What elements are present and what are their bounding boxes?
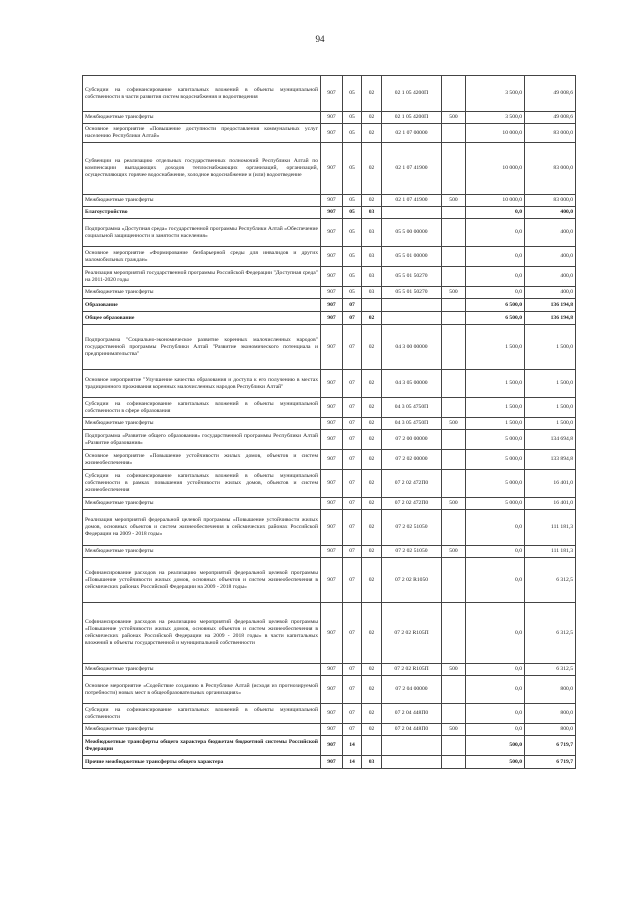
cell-amount-2: 83 000,0 — [525, 195, 576, 207]
cell-name: Межбюджетные трансферты — [83, 664, 321, 676]
cell-section: 07 — [343, 676, 362, 704]
table-row — [83, 664, 576, 676]
cell-expense-type: 500 — [442, 418, 466, 430]
cell-amount-2: 6 719,7 — [525, 736, 576, 756]
cell-section: 07 — [343, 724, 362, 736]
cell-amount-1: 5 000,0 — [466, 430, 525, 450]
table-row — [83, 546, 576, 558]
cell-name: Межбюджетные трансферты — [83, 287, 321, 299]
cell-expense-type: 500 — [442, 664, 466, 676]
cell-section: 05 — [343, 195, 362, 207]
cell-amount-1: 0,0 — [466, 510, 525, 546]
cell-name: Благоустройство — [83, 207, 321, 219]
cell-amount-1: 0,0 — [466, 219, 525, 247]
cell-target-article — [382, 756, 442, 769]
cell-expense-type — [442, 370, 466, 398]
cell-admin-code: 907 — [321, 664, 343, 676]
cell-section: 07 — [343, 312, 362, 325]
cell-expense-type — [442, 470, 466, 498]
page-number: 94 — [315, 34, 325, 44]
cell-amount-1: 0,0 — [466, 546, 525, 558]
cell-name: Межбюджетные трансферты — [83, 498, 321, 510]
cell-section: 07 — [343, 498, 362, 510]
cell-subsection: 02 — [362, 312, 382, 325]
cell-target-article: 02 1 07 00000 — [382, 124, 442, 143]
cell-name: Межбюджетные трансферты общего характера бюджетам бюджетной системы Российской Федерации — [83, 736, 321, 756]
cell-target-article: 07 2 00 00000 — [382, 430, 442, 450]
cell-expense-type: 500 — [442, 546, 466, 558]
cell-target-article: 04 3 00 00000 — [382, 325, 442, 370]
cell-name: Субсидии на софинансирование капитальных вложений в объекты муниципальной собственности в части развития систем водоснабжения и водоотведения — [83, 76, 321, 112]
cell-name: Субвенции на реализацию отдельных государственных полномочий Республики Алтай по компенсации выпадающих доходов теплоснабжающих организаций, организаций, осуществляющих горячее водоснабжение, холодное водоснабжение и (или) водоотведение — [83, 143, 321, 195]
cell-subsection: 03 — [362, 219, 382, 247]
cell-amount-2: 16 401,0 — [525, 470, 576, 498]
cell-name: Софинансирование расходов на реализацию мероприятий федеральной целевой программы «Повышение устойчивости жилых домов, основных объектов и систем жизнеобеспечения в сейсмических районах Российской Федерации на 2009 - 2018 годы» — [83, 558, 321, 603]
cell-amount-2: 800,0 — [525, 704, 576, 724]
cell-target-article: 07 2 04 00000 — [382, 676, 442, 704]
table-row — [83, 299, 576, 312]
cell-admin-code: 907 — [321, 247, 343, 267]
table-row — [83, 124, 576, 143]
cell-amount-1: 5 000,0 — [466, 450, 525, 470]
cell-name: Основное мероприятие «Формирование безбарьерной среды для инвалидов и других маломобильных граждан» — [83, 247, 321, 267]
table-row — [83, 724, 576, 736]
cell-section: 05 — [343, 287, 362, 299]
cell-expense-type — [442, 267, 466, 287]
cell-section: 07 — [343, 398, 362, 418]
table-row — [83, 219, 576, 247]
cell-subsection: 02 — [362, 195, 382, 207]
cell-amount-1: 0,0 — [466, 664, 525, 676]
cell-amount-2: 1 500,0 — [525, 398, 576, 418]
table-row — [83, 195, 576, 207]
cell-name: Межбюджетные трансферты — [83, 195, 321, 207]
cell-target-article: 02 1 05 4200П — [382, 76, 442, 112]
cell-subsection: 03 — [362, 247, 382, 267]
cell-expense-type — [442, 704, 466, 724]
cell-amount-2: 134 694,8 — [525, 430, 576, 450]
table-row — [83, 143, 576, 195]
cell-subsection: 03 — [362, 207, 382, 219]
cell-subsection: 02 — [362, 143, 382, 195]
cell-expense-type — [442, 143, 466, 195]
cell-amount-1: 0,0 — [466, 603, 525, 664]
cell-admin-code: 907 — [321, 398, 343, 418]
cell-amount-2: 400,0 — [525, 207, 576, 219]
cell-amount-1: 10 000,0 — [466, 195, 525, 207]
cell-name: Межбюджетные трансферты — [83, 112, 321, 124]
cell-admin-code: 907 — [321, 124, 343, 143]
cell-amount-2: 49 008,6 — [525, 112, 576, 124]
cell-admin-code: 907 — [321, 312, 343, 325]
cell-expense-type — [442, 510, 466, 546]
cell-target-article — [382, 299, 442, 312]
cell-section: 05 — [343, 219, 362, 247]
cell-amount-1: 5 000,0 — [466, 470, 525, 498]
cell-amount-1: 0,0 — [466, 724, 525, 736]
cell-target-article: 05 5 01 50270 — [382, 287, 442, 299]
cell-section: 14 — [343, 736, 362, 756]
cell-subsection: 02 — [362, 546, 382, 558]
cell-expense-type — [442, 603, 466, 664]
cell-amount-2: 400,0 — [525, 287, 576, 299]
cell-target-article: 07 2 02 51050 — [382, 546, 442, 558]
table-row — [83, 267, 576, 287]
cell-amount-1: 0,0 — [466, 267, 525, 287]
cell-section: 07 — [343, 450, 362, 470]
cell-target-article: 07 2 02 00000 — [382, 450, 442, 470]
cell-target-article: 07 2 02 472П0 — [382, 470, 442, 498]
cell-expense-type — [442, 76, 466, 112]
cell-amount-2: 1 500,0 — [525, 418, 576, 430]
cell-subsection: 02 — [362, 664, 382, 676]
cell-admin-code: 907 — [321, 498, 343, 510]
cell-amount-2: 83 000,0 — [525, 143, 576, 195]
cell-amount-1: 0,0 — [466, 704, 525, 724]
cell-subsection: 02 — [362, 398, 382, 418]
cell-expense-type — [442, 247, 466, 267]
cell-name: Софинансирование расходов на реализацию мероприятий федеральной целевой программы «Повышение устойчивости жилых домов, основных объектов и систем жизнеобеспечения в сейсмических районах Российской Федерации на 2009 - 2018 годы» в части капитальных вложений в объекты государственной и муниципальной собственности — [83, 603, 321, 664]
cell-admin-code: 907 — [321, 267, 343, 287]
cell-amount-2: 136 194,8 — [525, 299, 576, 312]
table-row — [83, 325, 576, 370]
cell-admin-code: 907 — [321, 756, 343, 769]
cell-amount-1: 10 000,0 — [466, 143, 525, 195]
cell-section: 07 — [343, 470, 362, 498]
cell-amount-2: 6 312,5 — [525, 558, 576, 603]
cell-section: 05 — [343, 267, 362, 287]
cell-admin-code: 907 — [321, 76, 343, 112]
cell-admin-code: 907 — [321, 603, 343, 664]
cell-subsection — [362, 299, 382, 312]
cell-section: 07 — [343, 510, 362, 546]
table-row — [83, 510, 576, 546]
table-row — [83, 558, 576, 603]
cell-subsection: 02 — [362, 76, 382, 112]
cell-subsection: 02 — [362, 470, 382, 498]
cell-expense-type — [442, 450, 466, 470]
cell-section: 07 — [343, 664, 362, 676]
cell-admin-code: 907 — [321, 219, 343, 247]
cell-amount-1: 1 500,0 — [466, 325, 525, 370]
table-row — [83, 76, 576, 112]
cell-section: 05 — [343, 124, 362, 143]
cell-admin-code: 907 — [321, 287, 343, 299]
cell-subsection: 02 — [362, 325, 382, 370]
cell-target-article: 07 2 02 R105П — [382, 603, 442, 664]
cell-target-article: 02 1 05 4200П — [382, 112, 442, 124]
cell-name: Основное мероприятие "Улучшение качества образования и доступа к его получению в местах традиционного проживания коренных малочисленных народов Республики Алтай" — [83, 370, 321, 398]
cell-admin-code: 907 — [321, 676, 343, 704]
cell-section: 07 — [343, 430, 362, 450]
cell-amount-2: 400,0 — [525, 267, 576, 287]
budget-table — [82, 75, 576, 769]
cell-amount-1: 3 500,0 — [466, 112, 525, 124]
table-row — [83, 676, 576, 704]
cell-expense-type — [442, 676, 466, 704]
cell-target-article: 05 5 01 00000 — [382, 247, 442, 267]
cell-admin-code: 907 — [321, 143, 343, 195]
cell-admin-code: 907 — [321, 195, 343, 207]
table-row — [83, 704, 576, 724]
table-row — [83, 112, 576, 124]
table-body — [83, 76, 576, 769]
table-row — [83, 312, 576, 325]
cell-amount-1: 5 000,0 — [466, 498, 525, 510]
cell-section: 05 — [343, 143, 362, 195]
cell-subsection: 02 — [362, 418, 382, 430]
cell-name: Образование — [83, 299, 321, 312]
cell-expense-type: 500 — [442, 498, 466, 510]
cell-amount-1: 6 500,0 — [466, 299, 525, 312]
cell-expense-type: 500 — [442, 112, 466, 124]
cell-expense-type — [442, 219, 466, 247]
cell-amount-2: 111 181,3 — [525, 546, 576, 558]
cell-admin-code: 907 — [321, 299, 343, 312]
cell-subsection — [362, 736, 382, 756]
cell-name: Основное мероприятие «Содействие созданию в Республике Алтай (исходя из прогнозируемой потребности) новых мест в общеобразовательных организациях» — [83, 676, 321, 704]
cell-amount-1: 0,0 — [466, 287, 525, 299]
cell-amount-2: 6 312,5 — [525, 664, 576, 676]
cell-subsection: 02 — [362, 112, 382, 124]
cell-amount-2: 16 401,0 — [525, 498, 576, 510]
cell-expense-type — [442, 325, 466, 370]
cell-amount-1: 3 500,0 — [466, 76, 525, 112]
cell-section: 07 — [343, 558, 362, 603]
cell-subsection: 03 — [362, 267, 382, 287]
cell-admin-code: 907 — [321, 558, 343, 603]
cell-name: Подпрограмма "Социально-экономическое развитие коренных малочисленных народов" государственной программы Республики Алтай "Развитие экономического потенциала и предпринимательства" — [83, 325, 321, 370]
cell-amount-2: 49 008,6 — [525, 76, 576, 112]
table-row — [83, 247, 576, 267]
cell-target-article — [382, 207, 442, 219]
cell-amount-2: 800,0 — [525, 676, 576, 704]
cell-target-article — [382, 312, 442, 325]
cell-name: Прочие межбюджетные трансферты общего характера — [83, 756, 321, 769]
cell-amount-1: 0,0 — [466, 207, 525, 219]
cell-expense-type — [442, 756, 466, 769]
cell-expense-type: 500 — [442, 195, 466, 207]
cell-target-article: 02 1 07 41900 — [382, 143, 442, 195]
cell-target-article: 07 2 04 448П0 — [382, 724, 442, 736]
cell-subsection: 02 — [362, 430, 382, 450]
cell-expense-type — [442, 558, 466, 603]
cell-admin-code: 907 — [321, 418, 343, 430]
cell-subsection: 02 — [362, 370, 382, 398]
table-row — [83, 470, 576, 498]
cell-amount-2: 400,0 — [525, 219, 576, 247]
cell-admin-code: 907 — [321, 470, 343, 498]
cell-amount-1: 0,0 — [466, 247, 525, 267]
cell-section: 07 — [343, 546, 362, 558]
cell-target-article — [382, 736, 442, 756]
cell-amount-1: 0,0 — [466, 558, 525, 603]
cell-amount-1: 6 500,0 — [466, 312, 525, 325]
cell-expense-type — [442, 398, 466, 418]
cell-amount-2: 6 312,5 — [525, 603, 576, 664]
cell-amount-2: 1 500,0 — [525, 325, 576, 370]
cell-target-article: 04 3 05 4750П — [382, 398, 442, 418]
cell-section: 05 — [343, 112, 362, 124]
table-row — [83, 207, 576, 219]
cell-amount-1: 1 500,0 — [466, 370, 525, 398]
cell-target-article: 07 2 04 448П0 — [382, 704, 442, 724]
cell-target-article: 02 1 07 41900 — [382, 195, 442, 207]
cell-section: 07 — [343, 370, 362, 398]
cell-expense-type — [442, 430, 466, 450]
table-row — [83, 736, 576, 756]
cell-amount-1: 1 500,0 — [466, 418, 525, 430]
cell-section: 07 — [343, 418, 362, 430]
cell-subsection: 02 — [362, 603, 382, 664]
cell-subsection: 02 — [362, 124, 382, 143]
cell-subsection: 02 — [362, 450, 382, 470]
table-row — [83, 756, 576, 769]
cell-name: Межбюджетные трансферты — [83, 724, 321, 736]
cell-name: Реализация мероприятий государственной программы Российской Федерации "Доступная среда" на 2011-2020 годы — [83, 267, 321, 287]
cell-section: 07 — [343, 299, 362, 312]
cell-admin-code: 907 — [321, 325, 343, 370]
cell-name: Субсидии на софинансирование капитальных вложений в объекты муниципальной собственности в рамках повышения устойчивости жилых домов, объектов и систем жизнеобеспечения — [83, 470, 321, 498]
cell-target-article: 07 2 02 472П0 — [382, 498, 442, 510]
cell-target-article: 04 3 05 00000 — [382, 370, 442, 398]
cell-amount-1: 500,0 — [466, 736, 525, 756]
cell-name: Субсидии на софинансирование капитальных вложений в объекты муниципальной собственности в сфере образования — [83, 398, 321, 418]
table-row — [83, 398, 576, 418]
cell-amount-1: 500,0 — [466, 756, 525, 769]
cell-subsection: 03 — [362, 756, 382, 769]
cell-admin-code: 907 — [321, 370, 343, 398]
cell-amount-1: 0,0 — [466, 676, 525, 704]
cell-amount-1: 1 500,0 — [466, 398, 525, 418]
cell-name: Межбюджетные трансферты — [83, 546, 321, 558]
cell-expense-type: 500 — [442, 287, 466, 299]
cell-admin-code: 907 — [321, 510, 343, 546]
table-row — [83, 430, 576, 450]
cell-amount-2: 83 000,0 — [525, 124, 576, 143]
cell-target-article: 07 2 02 51050 — [382, 510, 442, 546]
cell-subsection: 02 — [362, 676, 382, 704]
table-row — [83, 418, 576, 430]
cell-expense-type — [442, 299, 466, 312]
cell-expense-type — [442, 736, 466, 756]
cell-section: 14 — [343, 756, 362, 769]
table-row — [83, 603, 576, 664]
cell-admin-code: 907 — [321, 736, 343, 756]
cell-amount-2: 133 894,8 — [525, 450, 576, 470]
cell-name: Основное мероприятие «Повышение доступности предоставления коммунальных услуг населению Республики Алтай» — [83, 124, 321, 143]
cell-admin-code: 907 — [321, 546, 343, 558]
cell-expense-type — [442, 124, 466, 143]
cell-amount-1: 10 000,0 — [466, 124, 525, 143]
cell-subsection: 02 — [362, 558, 382, 603]
table-row — [83, 287, 576, 299]
cell-expense-type — [442, 207, 466, 219]
cell-name: Общее образование — [83, 312, 321, 325]
cell-admin-code: 907 — [321, 112, 343, 124]
cell-admin-code: 907 — [321, 207, 343, 219]
cell-name: Субсидии на софинансирование капитальных вложений в объекты муниципальной собственности — [83, 704, 321, 724]
cell-section: 05 — [343, 76, 362, 112]
cell-amount-2: 1 500,0 — [525, 370, 576, 398]
cell-section: 07 — [343, 704, 362, 724]
cell-amount-2: 136 194,8 — [525, 312, 576, 325]
cell-target-article: 04 3 05 4750П — [382, 418, 442, 430]
cell-name: Межбюджетные трансферты — [83, 418, 321, 430]
cell-target-article: 05 5 00 00000 — [382, 219, 442, 247]
table-row — [83, 450, 576, 470]
cell-admin-code: 907 — [321, 430, 343, 450]
cell-amount-2: 111 181,3 — [525, 510, 576, 546]
cell-amount-2: 400,0 — [525, 247, 576, 267]
cell-target-article: 07 2 02 R1050 — [382, 558, 442, 603]
cell-name: Основное мероприятие «Повышение устойчивости жилых домов, объектов и систем жизнеобеспечения» — [83, 450, 321, 470]
cell-target-article: 05 5 01 50270 — [382, 267, 442, 287]
cell-expense-type — [442, 312, 466, 325]
cell-admin-code: 907 — [321, 724, 343, 736]
cell-subsection: 02 — [362, 498, 382, 510]
cell-expense-type: 500 — [442, 724, 466, 736]
cell-name: Подпрограмма «Развитие общего образования» государственной программы Республики Алтай «Развитие образования» — [83, 430, 321, 450]
cell-amount-2: 800,0 — [525, 724, 576, 736]
cell-section: 07 — [343, 325, 362, 370]
cell-section: 05 — [343, 207, 362, 219]
table-row — [83, 498, 576, 510]
cell-section: 05 — [343, 247, 362, 267]
table-row — [83, 370, 576, 398]
cell-subsection: 02 — [362, 724, 382, 736]
cell-subsection: 02 — [362, 704, 382, 724]
cell-name: Реализация мероприятий федеральной целевой программы «Повышение устойчивости жилых домов, основных объектов и систем жизнеобеспечения в сейсмических районах Российской Федерации на 2009 - 2018 годы» — [83, 510, 321, 546]
cell-subsection: 03 — [362, 287, 382, 299]
cell-name: Подпрограмма «Доступная среда» государственной программы Республики Алтай «Обеспечение социальной защищенности и занятости населения» — [83, 219, 321, 247]
cell-subsection: 02 — [362, 510, 382, 546]
cell-amount-2: 6 719,7 — [525, 756, 576, 769]
cell-target-article: 07 2 02 R105П — [382, 664, 442, 676]
cell-admin-code: 907 — [321, 704, 343, 724]
cell-admin-code: 907 — [321, 450, 343, 470]
cell-section: 07 — [343, 603, 362, 664]
